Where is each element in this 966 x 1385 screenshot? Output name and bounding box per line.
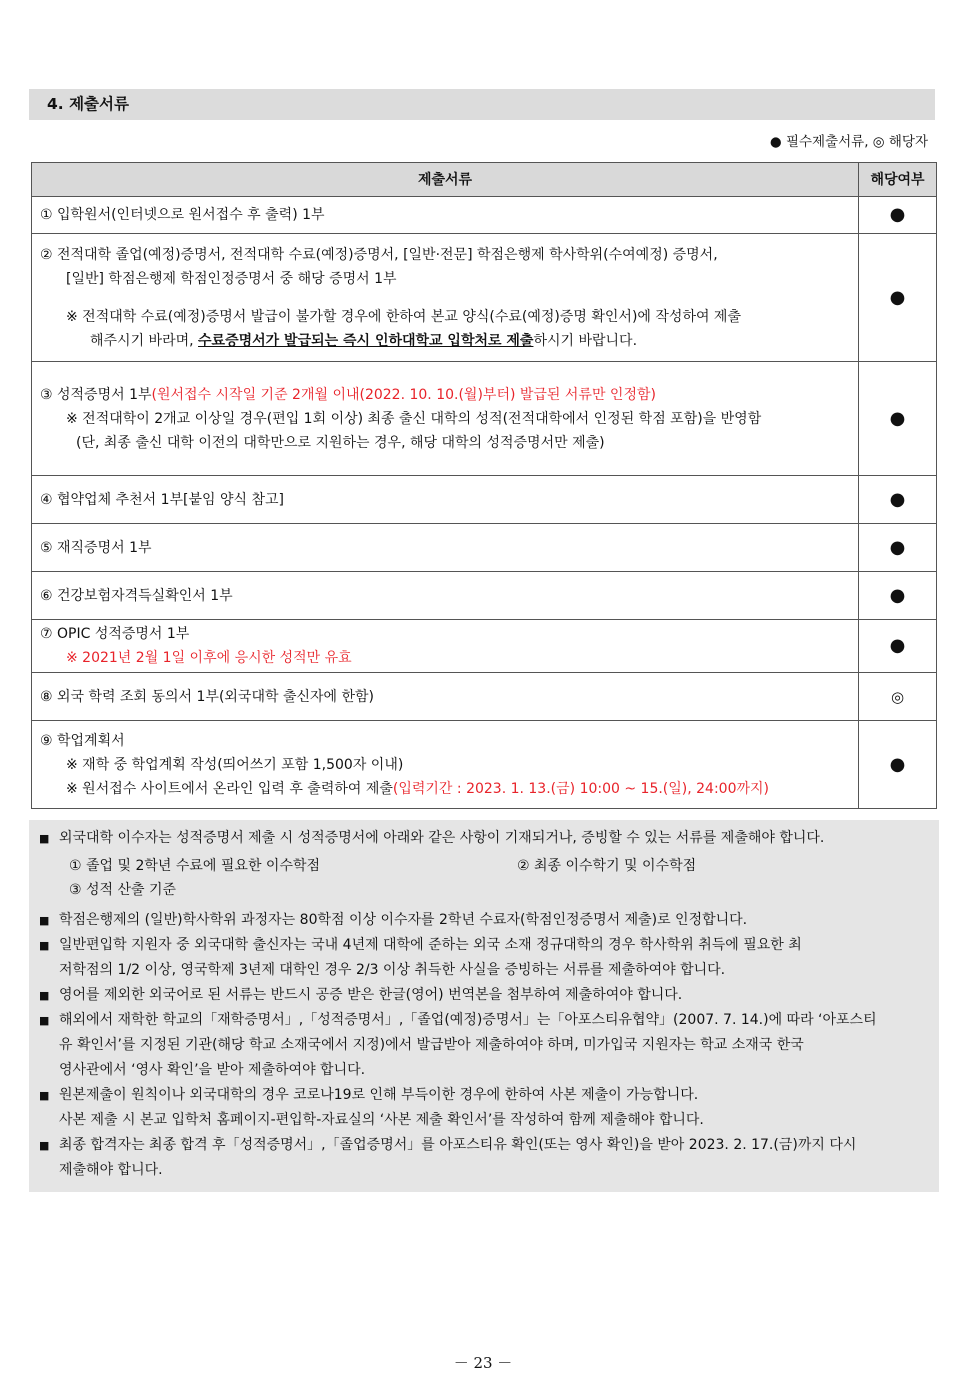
- row-2-line1: ② 전적대학 졸업(예정)증명서, 전적대학 수료(예정)증명서, [일반·전문] 학점은행제 학사학위(수여예정) 증명서,: [40, 246, 718, 263]
- row-3-red-note: (원서접수 시작일 기준 2개월 이내(2022. 10. 10.(월)부터) 발급된 서류만 인정함): [151, 386, 656, 403]
- row-9-mark: ●: [859, 721, 937, 809]
- section-title: 4. 제출서류: [29, 89, 935, 120]
- row-2-note1: ※ 전적대학 수료(예정)증명서 발급이 불가할 경우에 한하여 본교 양식(수료(예정)증명 확인서)에 작성하여 제출: [66, 308, 741, 325]
- row-3-text: [32, 362, 859, 476]
- row-4-text: ④ 협약업체 추천서 1부[붙임 양식 참고]: [32, 476, 859, 524]
- square-bullet-icon: ■: [39, 914, 50, 927]
- row-6-text: ⑥ 건강보험자격득실확인서 1부: [32, 572, 859, 620]
- sub-item-2: ② 최종 이수학기 및 이수학점: [517, 858, 697, 874]
- documents-table: [31, 162, 937, 809]
- row-7-mark: ●: [859, 620, 937, 673]
- square-bullet-icon: ■: [39, 832, 50, 845]
- row-1-mark: ●: [859, 197, 937, 234]
- square-bullet-icon: ■: [39, 1089, 50, 1102]
- sub-item-3: ③ 성적 산출 기준: [69, 882, 177, 898]
- row-2-note2: 해주시기 바라며, 수료증명서가 발급되는 즉시 인하대학교 입학처로 제출하시기 바랍니다.: [90, 332, 638, 349]
- note-item: ■ 최종 합격자는 최종 합격 후「성적증명서」,「졸업증명서」를 아포스티유 확인(또는 영사 확인)을 받아 2023. 2. 17.(금)까지 다시 제출해야 합니다.: [39, 1133, 925, 1183]
- row-9-line1: ⑨ 학업계획서: [40, 732, 125, 749]
- row-3-line1: ③ 성적증명서 1부(원서접수 시작일 기준 2개월 이내(2022. 10. 10.(월)부터) 발급된 서류만 인정함): [40, 386, 656, 403]
- table-row: [32, 197, 937, 234]
- row-1-text: ① 입학원서(인터넷으로 원서접수 후 출력) 1부: [32, 197, 859, 234]
- note-item: ■ 해외에서 재학한 학교의「재학증명서」,「성적증명서」,「졸업(예정)증명서」는「아포스티유협약」(2007. 7. 14.)에 따라 ‘아포스티 유 확인서’를 지정된 기관(해당 학교 소재국에서 지정)에서 발급받아 제출하여야 하며, 미가입국 지원자는 학교 소재국 한국 영사관에서 ‘영사 확인’을 받아 제출하여야 합니다.: [39, 1008, 925, 1083]
- row-2-line2: [일반] 학점은행제 학점인정증명서 중 해당 증명서 1부: [66, 270, 397, 287]
- row-3-note1: ※ 전적대학이 2개교 이상일 경우(편입 1회 이상) 최종 출신 대학의 성적(전적대학에서 인정된 학점 포함)을 반영함: [66, 410, 762, 427]
- row-7-red-note: ※ 2021년 2월 1일 이후에 응시한 성적만 유효: [66, 650, 352, 666]
- row-7-text: [32, 620, 859, 673]
- table-row: [32, 721, 937, 809]
- row-9-line2: ※ 재학 중 학업계획 작성(띄어쓰기 포함 1,500자 이내): [66, 756, 404, 773]
- table-row: [32, 673, 937, 721]
- row-2-mark: ●: [859, 234, 937, 362]
- note-item: ■ 원본제출이 원칙이나 외국대학의 경우 코로나19로 인해 부득이한 경우에 한하여 사본 제출이 가능합니다. 사본 제출 시 본교 입학처 홈페이지-편입학-자료실의 ‘사본 제출 확인서’를 작성하여 함께 제출해야 합니다.: [39, 1083, 925, 1133]
- row-4-mark: ●: [859, 476, 937, 524]
- header-documents: 제출서류: [32, 163, 859, 197]
- row-3-note2: (단, 최종 출신 대학 이전의 대학만으로 지원하는 경우, 해당 대학의 성적증명서만 제출): [76, 434, 605, 451]
- table-row: [32, 362, 937, 476]
- row-5-text: ⑤ 재직증명서 1부: [32, 524, 859, 572]
- row-8-mark: ◎: [859, 673, 937, 721]
- row-2-text: [32, 234, 859, 362]
- square-bullet-icon: ■: [39, 1139, 50, 1152]
- table-row: [32, 476, 937, 524]
- note-item: ■ 일반편입학 지원자 중 외국대학 출신자는 국내 4년제 대학에 준하는 외국 소재 정규대학의 경우 학사학위 취득에 필요한 최 저학점의 1/2 이상, 영국학제 3년제 대학인 경우 2/3 이상 취득한 사실을 증빙하는 서류를 제출하여야 합니다.: [39, 933, 925, 983]
- row-7-line1: ⑦ OPIC 성적증명서 1부: [40, 626, 190, 642]
- legend: ● 필수제출서류, ◎ 해당자: [769, 134, 928, 150]
- table-header-row: [32, 163, 937, 197]
- table-row: [32, 234, 937, 362]
- square-bullet-icon: ■: [39, 1014, 50, 1027]
- row-5-mark: ●: [859, 524, 937, 572]
- header-applicable: 해당여부: [859, 163, 937, 197]
- sub-item-1: ① 졸업 및 2학년 수료에 필요한 이수학점: [69, 858, 321, 874]
- square-bullet-icon: ■: [39, 989, 50, 1002]
- note-item: ■ 학점은행제의 (일반)학사학위 과정자는 80학점 이상 이수자를 2학년 수료자(학점인정증명서 제출)로 인정합니다.: [39, 908, 925, 933]
- note-sub-items: [39, 854, 925, 904]
- row-8-text: ⑧ 외국 학력 조회 동의서 1부(외국대학 출신자에 한함): [32, 673, 859, 721]
- table-row: [32, 620, 937, 673]
- page-number: － 23 －: [453, 1354, 513, 1372]
- row-3-mark: ●: [859, 362, 937, 476]
- table-row: [32, 572, 937, 620]
- note-item: ■ 영어를 제외한 외국어로 된 서류는 반드시 공증 받은 한글(영어) 번역본을 첨부하여 제출하여야 합니다.: [39, 983, 925, 1008]
- row-9-red-note: (입력기간 : 2023. 1. 13.(금) 10:00 ~ 15.(일), 24:00까지): [392, 780, 770, 797]
- notes-box: [29, 820, 939, 1192]
- table-row: [32, 524, 937, 572]
- row-6-mark: ●: [859, 572, 937, 620]
- row-9-text: [32, 721, 859, 809]
- square-bullet-icon: ■: [39, 939, 50, 952]
- row-2-emphasis: 수료증명서가 발급되는 즉시 인하대학교 입학처로 제출: [198, 332, 534, 349]
- note-item: ■ 외국대학 이수자는 성적증명서 제출 시 성적증명서에 아래와 같은 사항이 기재되거나, 증빙할 수 있는 서류를 제출해야 합니다.: [39, 826, 925, 851]
- row-9-line3: ※ 원서접수 사이트에서 온라인 입력 후 출력하여 제출(입력기간 : 2023. 1. 13.(금) 10:00 ~ 15.(일), 24:00까지): [66, 780, 770, 797]
